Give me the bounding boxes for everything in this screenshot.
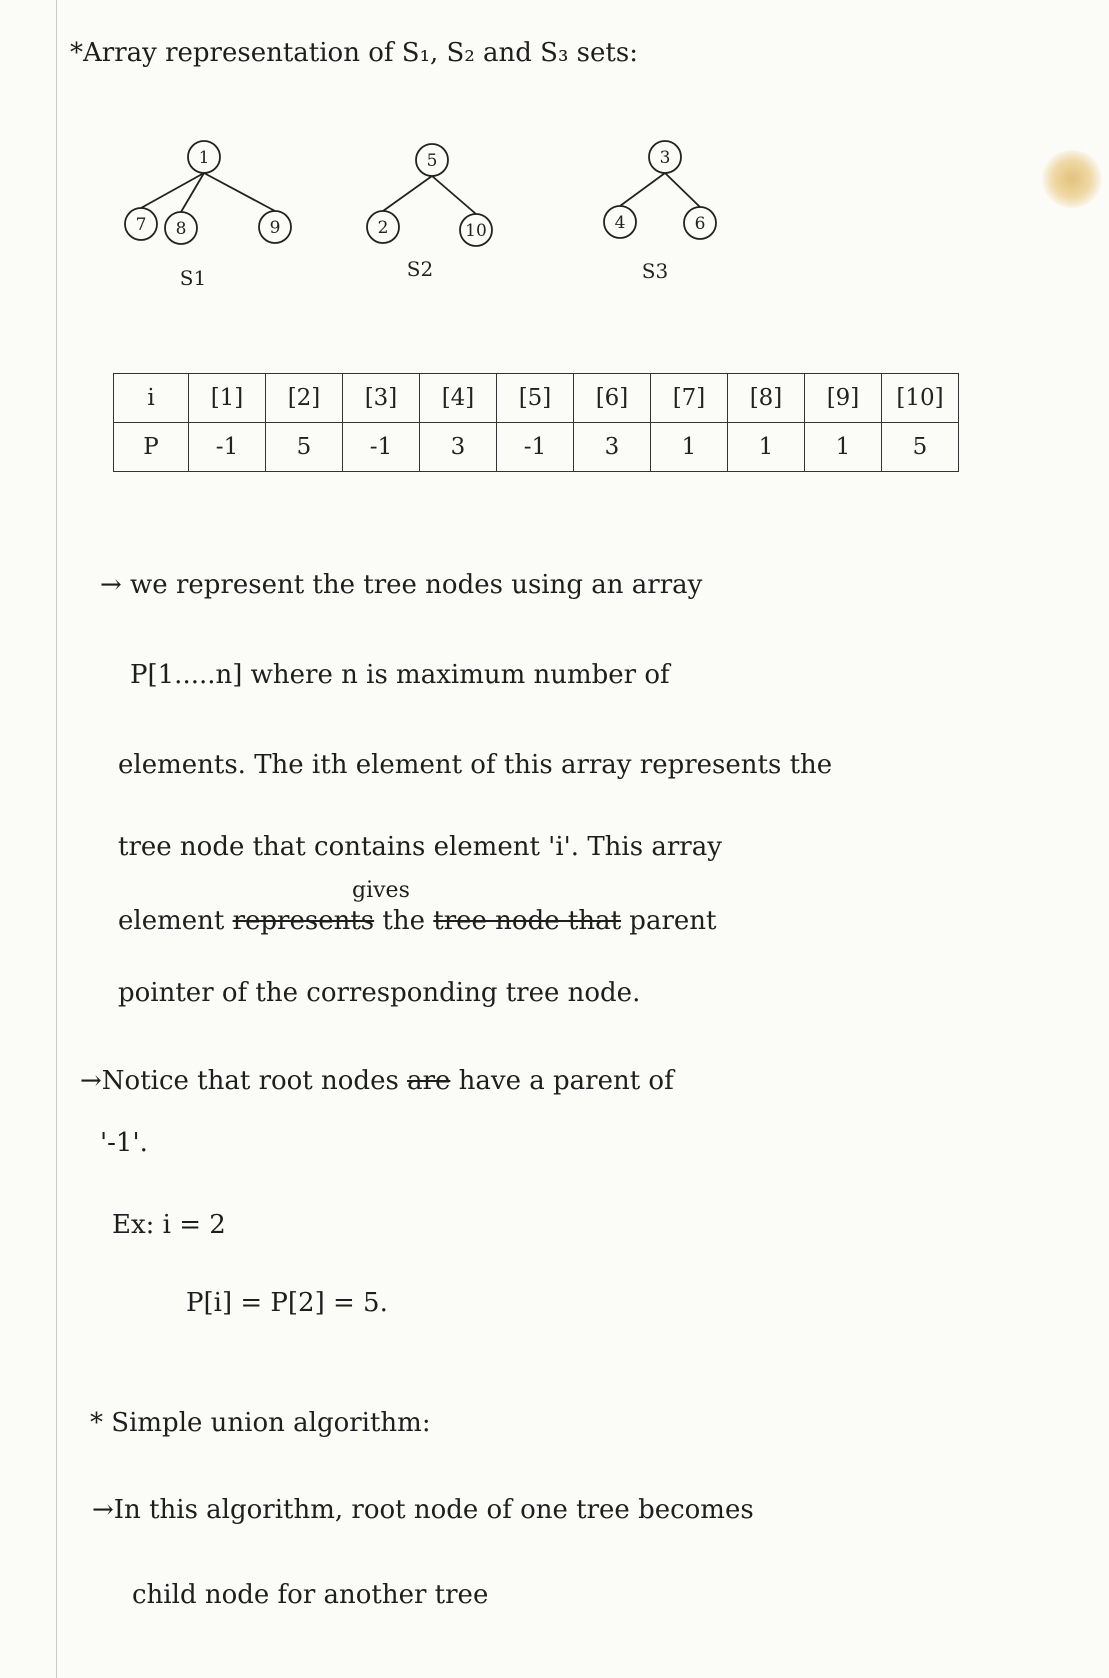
index-cell: [7] xyxy=(651,374,728,423)
index-cell: [5] xyxy=(497,374,574,423)
parent-cell: 3 xyxy=(420,423,497,472)
tree-label: S1 xyxy=(179,266,207,290)
node-label: 9 xyxy=(269,218,281,238)
tree-root-node xyxy=(188,141,220,173)
set-trees-diagram xyxy=(0,0,1109,300)
parent-cell: -1 xyxy=(497,423,574,472)
index-cell: [1] xyxy=(189,374,266,423)
text-segment: →Notice that root nodes xyxy=(80,1066,399,1096)
parent-cell: 1 xyxy=(805,423,882,472)
tree-edge xyxy=(432,176,476,214)
tree-edge xyxy=(620,173,665,206)
para2-line1 xyxy=(80,1066,674,1096)
node-label: 8 xyxy=(175,219,187,239)
tree-edge xyxy=(383,176,432,211)
inserted-word: gives xyxy=(352,878,410,903)
index-cell: [9] xyxy=(805,374,882,423)
tree-label: S2 xyxy=(406,257,434,281)
parent-cell: -1 xyxy=(189,423,266,472)
struck-text: tree node that xyxy=(433,906,622,936)
heading: *Array representation of S₁, S₂ and S₃ sets: xyxy=(70,38,638,68)
tree-child-node xyxy=(684,207,716,239)
struck-text: are xyxy=(407,1066,451,1096)
table-row-index xyxy=(114,374,959,423)
tree-child-node xyxy=(125,208,157,240)
text-segment: the xyxy=(382,906,425,936)
table-row-parent xyxy=(114,423,959,472)
tree-edge xyxy=(665,173,700,207)
index-cell: [3] xyxy=(343,374,420,423)
para1-line6: pointer of the corresponding tree node. xyxy=(118,978,641,1008)
para1-line1: → we represent the tree nodes using an array xyxy=(100,570,703,600)
example-line1: Ex: i = 2 xyxy=(112,1210,226,1240)
section2-line2: child node for another tree xyxy=(132,1580,489,1610)
node-label: 3 xyxy=(659,148,671,168)
section2-heading: * Simple union algorithm: xyxy=(90,1408,431,1438)
index-cell: [8] xyxy=(728,374,805,423)
tree-child-node xyxy=(259,211,291,243)
parent-cell: -1 xyxy=(343,423,420,472)
para1-line2: P[1.....n] where n is maximum number of xyxy=(130,660,670,690)
index-cell: [2] xyxy=(266,374,343,423)
parent-cell: 5 xyxy=(882,423,959,472)
para1-line5 xyxy=(118,906,716,936)
tree-child-node xyxy=(165,212,197,244)
para1-line3: elements. The ith element of this array represents the xyxy=(118,750,833,780)
tree-root-node xyxy=(416,144,448,176)
text-segment: have a parent of xyxy=(458,1066,674,1096)
node-label: 4 xyxy=(614,213,626,233)
parent-cell: 1 xyxy=(651,423,728,472)
row-label-p: P xyxy=(114,423,189,472)
text-segment: element xyxy=(118,906,225,936)
node-label: 6 xyxy=(694,214,706,234)
node-label: 7 xyxy=(135,215,147,235)
node-label: 2 xyxy=(377,218,389,238)
parent-cell: 3 xyxy=(574,423,651,472)
tree-root-node xyxy=(649,141,681,173)
parent-cell: 1 xyxy=(728,423,805,472)
index-cell: [4] xyxy=(420,374,497,423)
struck-text: represents xyxy=(232,906,375,936)
tree-label: S3 xyxy=(641,259,669,283)
parent-cell: 5 xyxy=(266,423,343,472)
index-cell: [10] xyxy=(882,374,959,423)
parent-array-table xyxy=(113,373,959,472)
tree-child-node xyxy=(604,206,636,238)
example-line2: P[i] = P[2] = 5. xyxy=(186,1288,388,1318)
para1-line4: tree node that contains element 'i'. This array xyxy=(118,832,722,862)
tree-child-node xyxy=(367,211,399,243)
index-cell: [6] xyxy=(574,374,651,423)
node-label: 5 xyxy=(426,151,438,171)
tree-child-node xyxy=(460,214,492,246)
text-segment: parent xyxy=(629,906,717,936)
node-label: 10 xyxy=(465,221,487,241)
tree-edge xyxy=(204,173,275,211)
node-label: 1 xyxy=(198,148,210,168)
row-label-i: i xyxy=(114,374,189,423)
para2-line2: '-1'. xyxy=(100,1128,148,1158)
section2-line1: →In this algorithm, root node of one tree becomes xyxy=(92,1495,754,1525)
